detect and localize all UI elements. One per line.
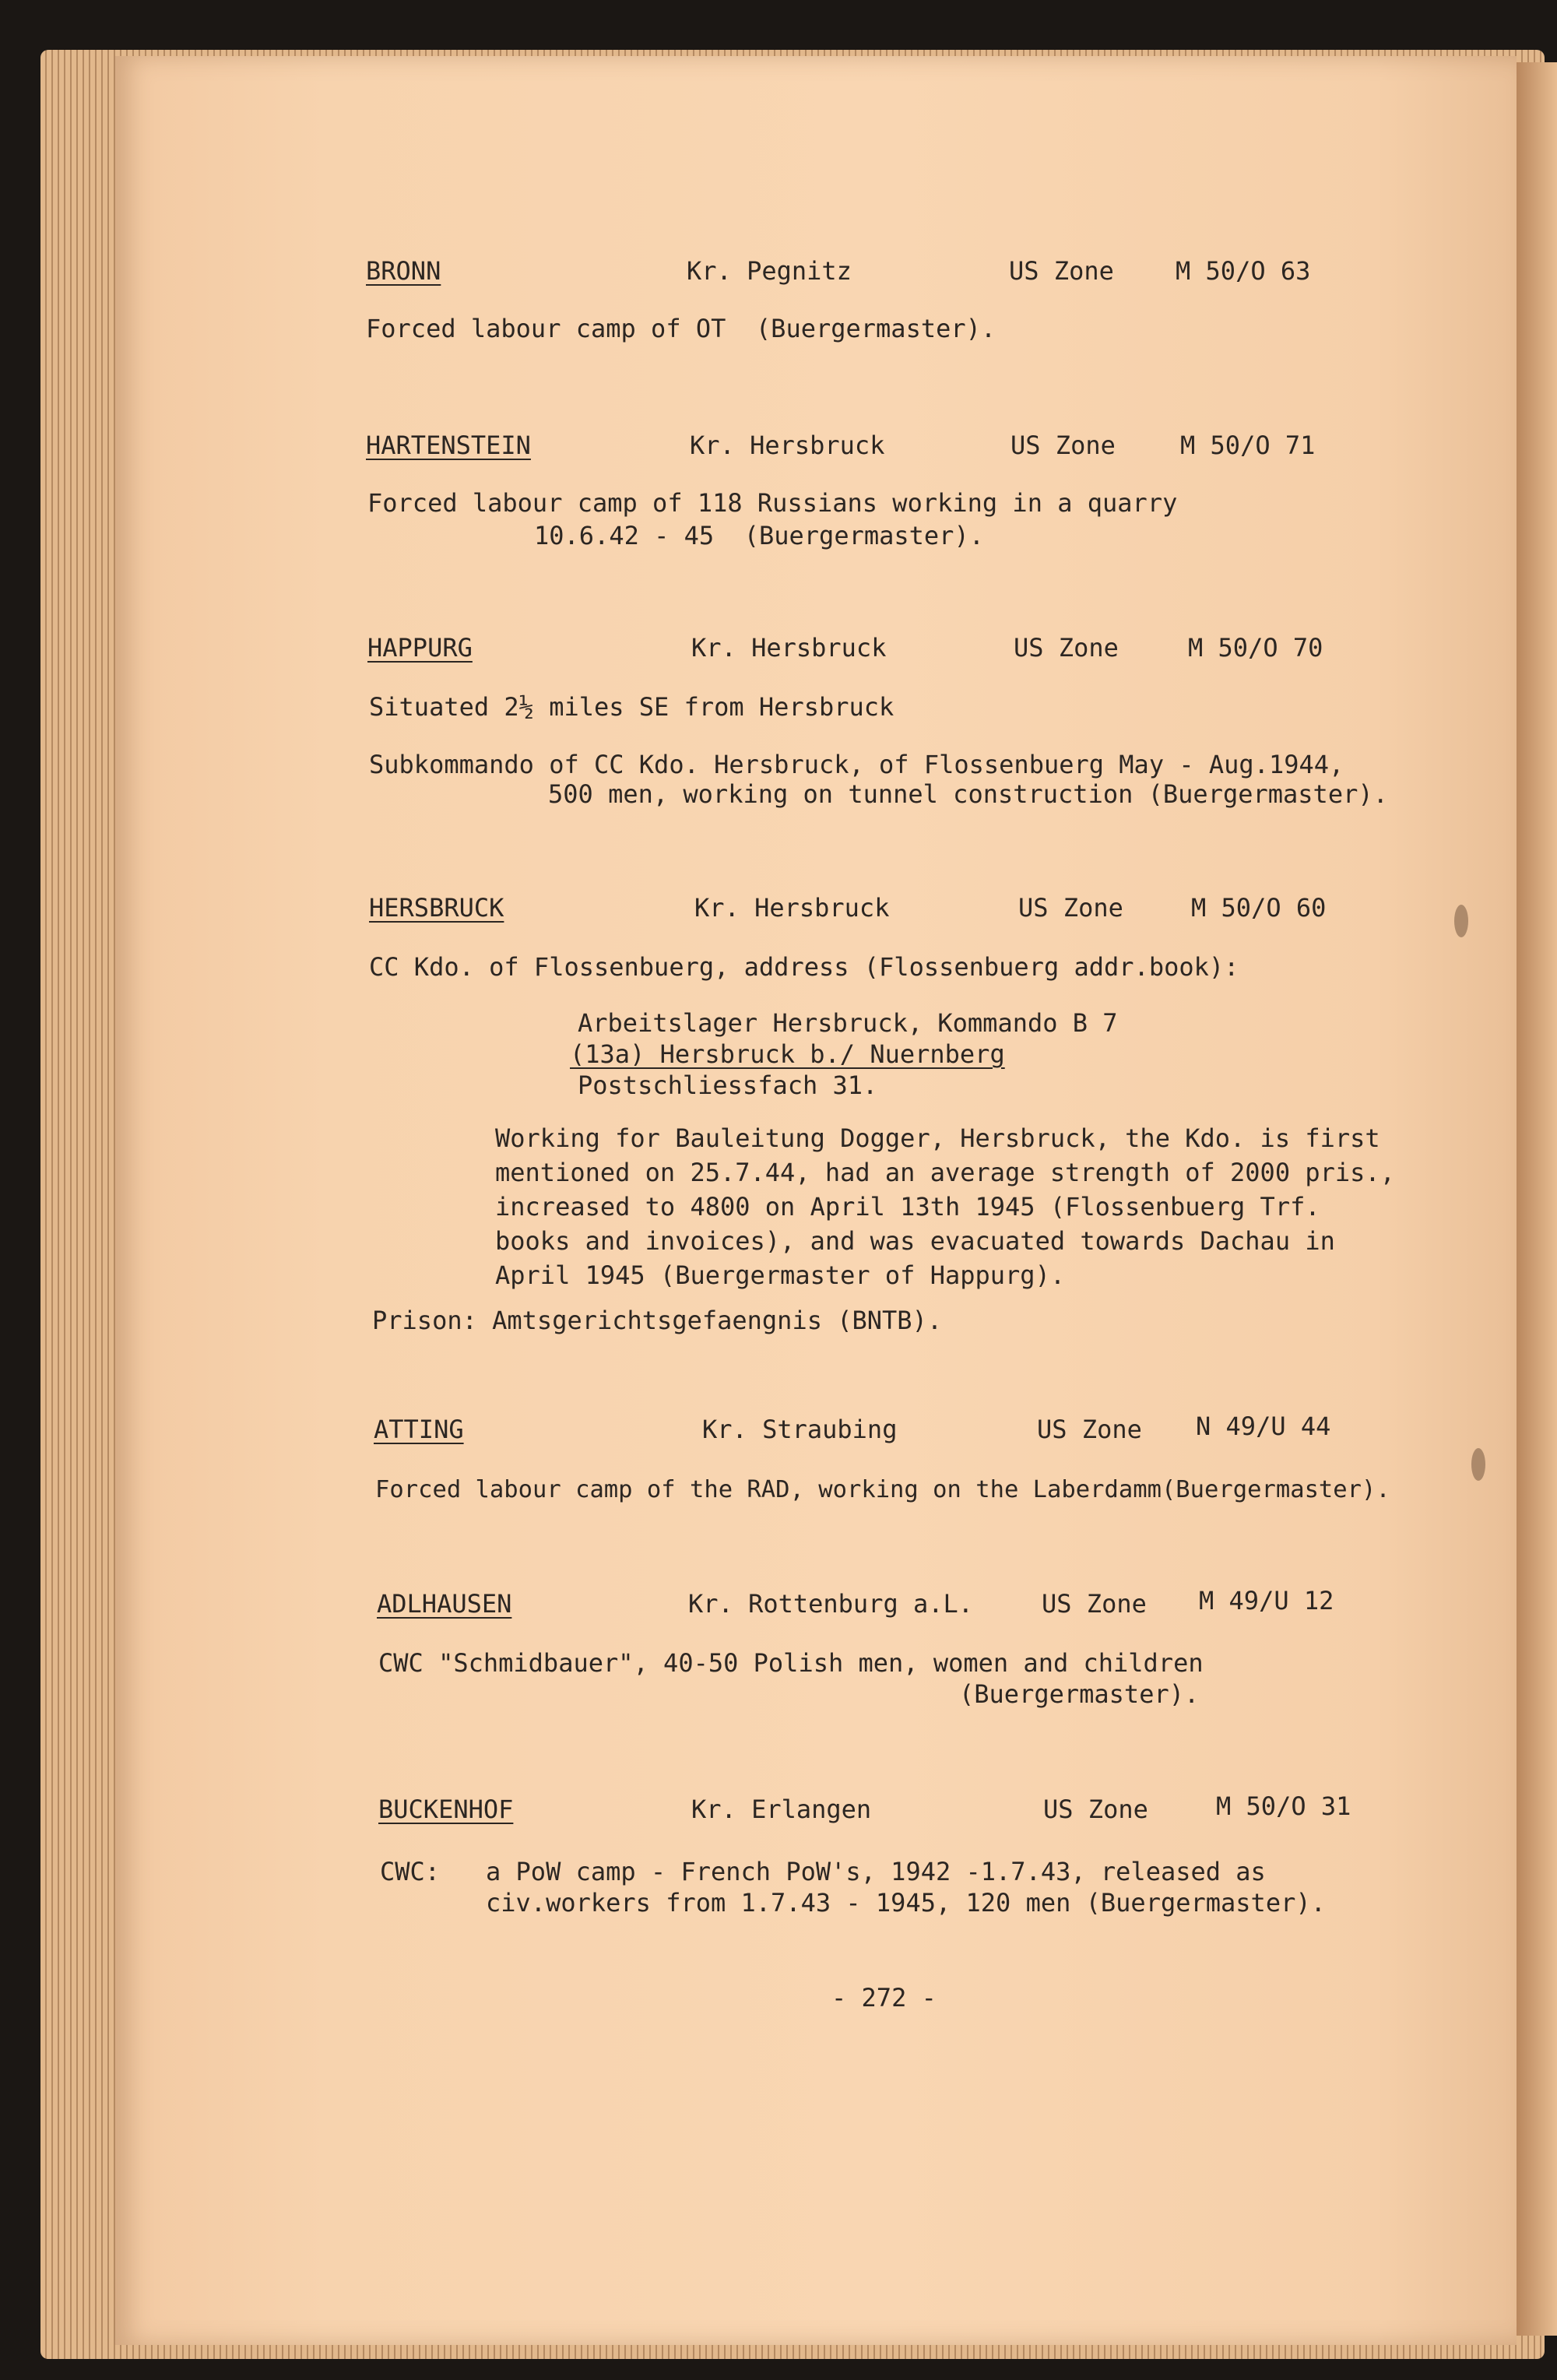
entry-name: ATTING — [374, 1415, 464, 1444]
entry-name: HERSBRUCK — [369, 893, 504, 923]
entry-grid-ref: N 49/U 44 — [1196, 1411, 1331, 1441]
entry-text: Forced labour camp of OT (Buergermaster). — [366, 314, 996, 343]
entry-zone: US Zone — [1037, 1415, 1142, 1444]
entry-name: HAPPURG — [367, 633, 473, 663]
entry-text: April 1945 (Buergermaster of Happurg). — [495, 1260, 1066, 1290]
entry-name: BRONN — [366, 256, 441, 286]
adjacent-page — [1517, 62, 1557, 2336]
entry-district: Kr. Rottenburg a.L. — [688, 1589, 974, 1619]
entry-name: BUCKENHOF — [378, 1795, 514, 1824]
entry-grid-ref: M 50/O 70 — [1188, 633, 1323, 663]
entry-district: Kr. Straubing — [702, 1415, 898, 1444]
entry-text: increased to 4800 on April 13th 1945 (Flossenbuerg Trf. — [495, 1192, 1320, 1222]
entry-zone: US Zone — [1018, 893, 1123, 923]
entry-text: 10.6.42 - 45 (Buergermaster). — [534, 521, 984, 550]
entry-name: ADLHAUSEN — [377, 1589, 512, 1619]
entry-text: books and invoices), and was evacuated towards Dachau in — [495, 1226, 1335, 1256]
entry-zone: US Zone — [1010, 431, 1116, 460]
entry-district: Kr. Hersbruck — [690, 431, 885, 460]
entry-text: Situated 2½ miles SE from Hersbruck — [369, 692, 894, 722]
entry-district: Kr. Hersbruck — [694, 893, 890, 923]
entry-text: mentioned on 25.7.44, had an average strength of 2000 pris., — [495, 1158, 1395, 1187]
entry-text: CWC "Schmidbauer", 40-50 Polish men, women and children — [378, 1648, 1204, 1678]
address-line: Postschliessfach 31. — [578, 1070, 878, 1100]
entry-label: CWC: — [380, 1857, 441, 1886]
entry-zone: US Zone — [1014, 633, 1119, 663]
address-line: (13a) Hersbruck b./ Nuernberg — [570, 1039, 1005, 1069]
address-line: Arbeitslager Hersbruck, Kommando B 7 — [578, 1008, 1118, 1038]
entry-grid-ref: M 50/O 63 — [1176, 256, 1311, 286]
punch-hole — [1454, 905, 1468, 937]
entry-zone: US Zone — [1043, 1795, 1148, 1824]
entry-text: Forced labour camp of 118 Russians working in a quarry — [367, 488, 1178, 518]
page-number: - 272 - — [831, 1983, 937, 2013]
entry-grid-ref: M 50/O 31 — [1216, 1791, 1351, 1821]
entry-text: Working for Bauleitung Dogger, Hersbruck, the Kdo. is first — [495, 1123, 1380, 1153]
entry-district: Kr. Hersbruck — [691, 633, 887, 663]
entry-zone: US Zone — [1042, 1589, 1147, 1619]
entry-grid-ref: M 50/O 71 — [1180, 431, 1316, 460]
entry-zone: US Zone — [1009, 256, 1114, 286]
entry-text: Forced labour camp of the RAD, working on the Laberdamm(Buergermaster). — [375, 1476, 1390, 1503]
entry-text: (Buergermaster). — [959, 1679, 1200, 1709]
entry-name: HARTENSTEIN — [366, 431, 531, 460]
entry-text: CC Kdo. of Flossenbuerg, address (Flossenbuerg addr.book): — [369, 952, 1239, 982]
entry-text: civ.workers from 1.7.43 - 1945, 120 men (Buergermaster). — [486, 1888, 1326, 1918]
entry-text: 500 men, working on tunnel construction (Buergermaster). — [548, 779, 1388, 809]
entry-grid-ref: M 49/U 12 — [1199, 1586, 1334, 1615]
entry-district: Kr. Pegnitz — [687, 256, 852, 286]
entry-text: Subkommando of CC Kdo. Hersbruck, of Flossenbuerg May - Aug.1944, — [369, 750, 1344, 779]
entry-district: Kr. Erlangen — [691, 1795, 872, 1824]
entry-text: a PoW camp - French PoW's, 1942 -1.7.43, released as — [486, 1857, 1266, 1886]
entry-text: Prison: Amtsgerichtsgefaengnis (BNTB). — [372, 1306, 943, 1335]
entry-grid-ref: M 50/O 60 — [1191, 893, 1327, 923]
punch-hole — [1471, 1448, 1485, 1481]
